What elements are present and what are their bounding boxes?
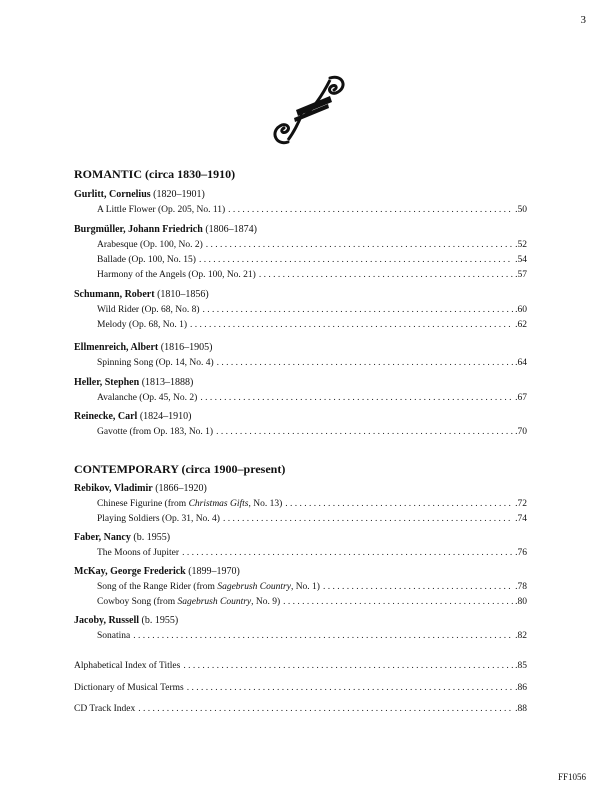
toc-entry[interactable]: Avalanche (Op. 45, No. 2) . . . .67 [97,393,527,404]
toc-entry[interactable]: A Little Flower (Op. 205, No. 11) . . . .50 [97,205,527,216]
section-title-romantic: ROMANTIC (circa 1830–1910) [74,167,236,181]
composer-heading: Heller, Stephen (1813–1888) [74,377,194,388]
toc-entry[interactable]: Melody (Op. 68, No. 1) . . . .62 [97,320,527,331]
index-entry[interactable]: Alphabetical Index of Titles . . . .85 [74,661,527,672]
toc-entry[interactable]: Harmony of the Angels (Op. 100, No. 21) . . . .57 [97,270,527,281]
toc-entry[interactable]: The Moons of Jupiter . . . .76 [97,548,527,559]
index-entry[interactable]: Dictionary of Musical Terms . . . .86 [74,683,527,694]
page-number: 3 [580,14,586,26]
toc-entry[interactable]: Spinning Song (Op. 14, No. 4) . . . .64 [97,358,527,369]
composer-heading: Burgmüller, Johann Friedrich (1806–1874) [74,224,257,235]
composer-heading: Gurlitt, Cornelius (1820–1901) [74,189,205,200]
toc-entry[interactable]: Ballade (Op. 100, No. 15) . . . .54 [97,255,527,266]
toc-entry[interactable]: Cowboy Song (from Sagebrush Country, No. 9) . . . .80 [97,597,527,608]
toc-entry[interactable]: Sonatina . . . .82 [97,631,527,642]
composer-heading: Ellmenreich, Albert (1816–1905) [74,342,213,353]
composer-heading: Faber, Nancy (b. 1955) [74,532,171,543]
toc-entry[interactable]: Playing Soldiers (Op. 31, No. 4) . . . .74 [97,514,527,525]
treble-clef-ornament-icon [272,70,352,150]
footer-code: FF1056 [557,772,586,782]
toc-entry[interactable]: Wild Rider (Op. 68, No. 8) . . . .60 [97,305,527,316]
composer-heading: Jacoby, Russell (b. 1955) [74,615,179,626]
toc-entry[interactable]: Arabesque (Op. 100, No. 2) . . . .52 [97,240,527,251]
toc-entry[interactable]: Gavotte (from Op. 183, No. 1) . . . .70 [97,427,527,438]
toc-entry[interactable]: Chinese Figurine (from Christmas Gifts, No. 13) . . . .72 [97,499,527,510]
composer-heading: Reinecke, Carl (1824–1910) [74,411,192,422]
composer-heading: Schumann, Robert (1810–1856) [74,289,209,300]
composer-heading: Rebikov, Vladimir (1866–1920) [74,483,207,494]
toc-entry[interactable]: Song of the Range Rider (from Sagebrush Country, No. 1) . . . .78 [97,582,527,593]
composer-heading: McKay, George Frederick (1899–1970) [74,566,240,577]
index-entry[interactable]: CD Track Index . . . .88 [74,704,527,715]
section-title-contemporary: CONTEMPORARY (circa 1900–present) [74,462,286,476]
